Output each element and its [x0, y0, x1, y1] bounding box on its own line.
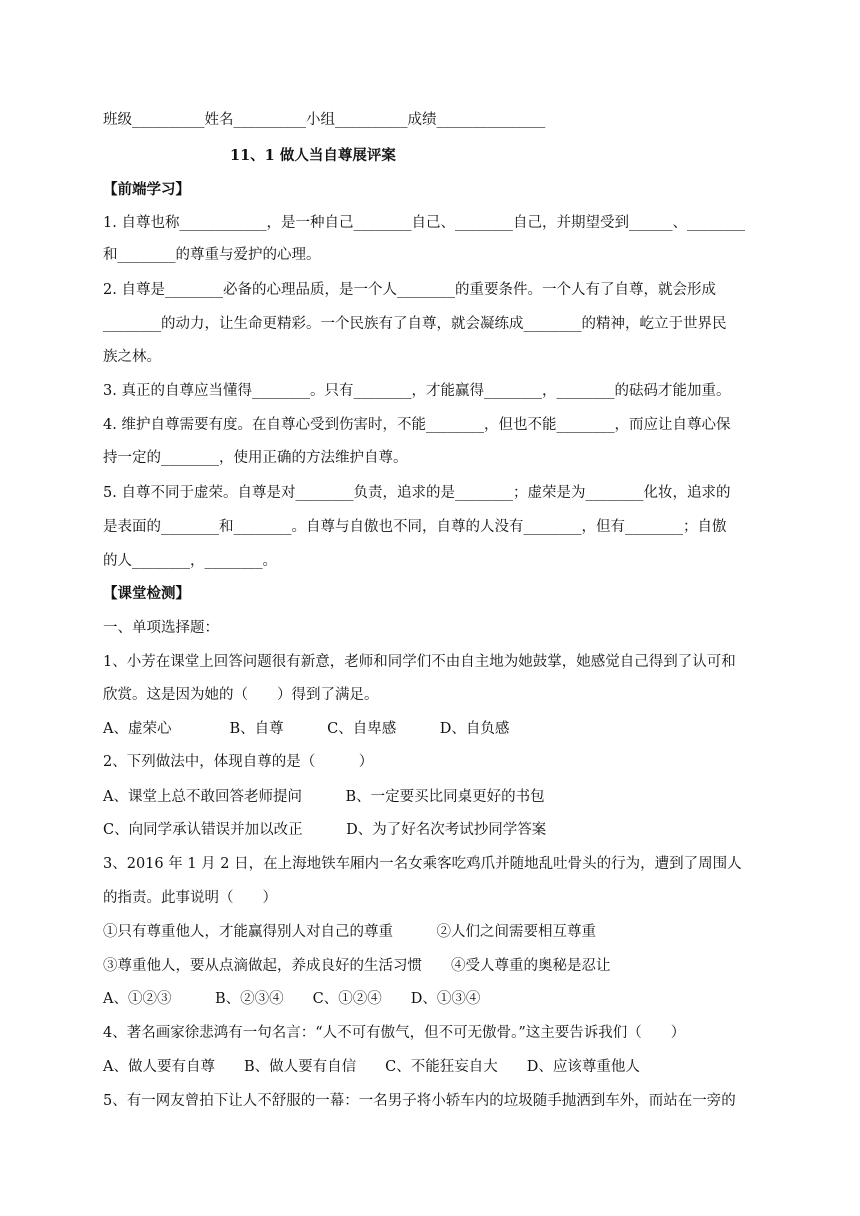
text-line: 族之林。	[103, 349, 161, 365]
question-2-options: A、课堂上总不敢回答老师提问 B、一定要买比同桌更好的书包	[103, 789, 545, 805]
text-line: 2. 自尊是________必备的心理品质，是一个人________的重要条件。一个人有了自尊，就会形成	[103, 282, 716, 298]
text-line: 欣赏。这是因为她的（ ）得到了满足。	[103, 687, 379, 703]
text-line: 的人________，________。	[103, 553, 277, 569]
question-4-options: A、做人要有自尊 B、做人要有自信 C、不能狂妄自大 D、应该尊重他人	[103, 1059, 640, 1075]
question-2-options: C、向同学承认错误并加以改正 D、为了好名次考试抄同学答案	[103, 822, 547, 838]
text-line: ③尊重他人，要从点滴做起，养成良好的生活习惯 ④受人尊重的奥秘是忍让	[103, 958, 611, 974]
text-line: 1. 自尊也称____________，是一种自己________自己、________自己，并期望受到______、________	[103, 215, 745, 231]
question-3-options: A、①②③ B、②③④ C、①②④ D、①③④	[103, 991, 481, 1007]
section-heading-test: 【课堂检测】	[103, 585, 190, 602]
question-3: 3、2016 年 1 月 2 日，在上海地铁车厢内一名女乘客吃鸡爪并随地乱吐骨头的行为，遭到了周围人	[103, 856, 742, 872]
text-line: 的指责。此事说明（ ）	[103, 890, 277, 906]
text-line: 3. 真正的自尊应当懂得________。只有________，才能赢得________，________的砝码才能加重。	[103, 383, 731, 399]
question-1-options: A、虚荣心 B、自尊 C、自卑感 D、自负感	[103, 721, 510, 737]
question-1: 1、小芳在课堂上回答问题很有新意，老师和同学们不由自主地为她鼓掌，她感觉自己得到了认可和	[103, 654, 736, 670]
student-info-line: 班级__________姓名__________小组__________成绩_______________	[103, 112, 546, 128]
text-line: 持一定的________，使用正确的方法维护自尊。	[103, 450, 408, 466]
page-title: 11、1 做人当自尊展评案	[230, 147, 396, 164]
text-line: 一、单项选择题：	[103, 620, 219, 636]
text-line: 5. 自尊不同于虚荣。自尊是对________负责，追求的是________；虚荣是为________化妆，追求的	[103, 485, 731, 501]
text-line: 4. 维护自尊需要有度。在自尊心受到伤害时，不能________，但也不能________，而应让自尊心保	[103, 417, 731, 433]
question-2: 2、下列做法中，体现自尊的是（ ）	[103, 754, 374, 770]
question-5: 5、有一网友曾拍下让人不舒服的一幕：一名男子将小轿车内的垃圾随手抛洒到车外，而站在一旁的	[103, 1093, 736, 1109]
text-line: 是表面的________和________。自尊与自傲也不同，自尊的人没有________，但有________；自傲	[103, 519, 727, 535]
text-line: ________的动力，让生命更精彩。一个民族有了自尊，就会凝练成________的精神，屹立于世界民	[103, 316, 727, 332]
text-line: ①只有尊重他人，才能赢得别人对自己的尊重 ②人们之间需要相互尊重	[103, 924, 596, 940]
question-4: 4、著名画家徐悲鸿有一句名言：“人不可有傲气，但不可无傲骨。”这主要告诉我们（ ）	[103, 1025, 686, 1041]
section-heading-preview: 【前端学习】	[103, 181, 190, 198]
text-line: 和________的尊重与爱护的心理。	[103, 247, 321, 263]
